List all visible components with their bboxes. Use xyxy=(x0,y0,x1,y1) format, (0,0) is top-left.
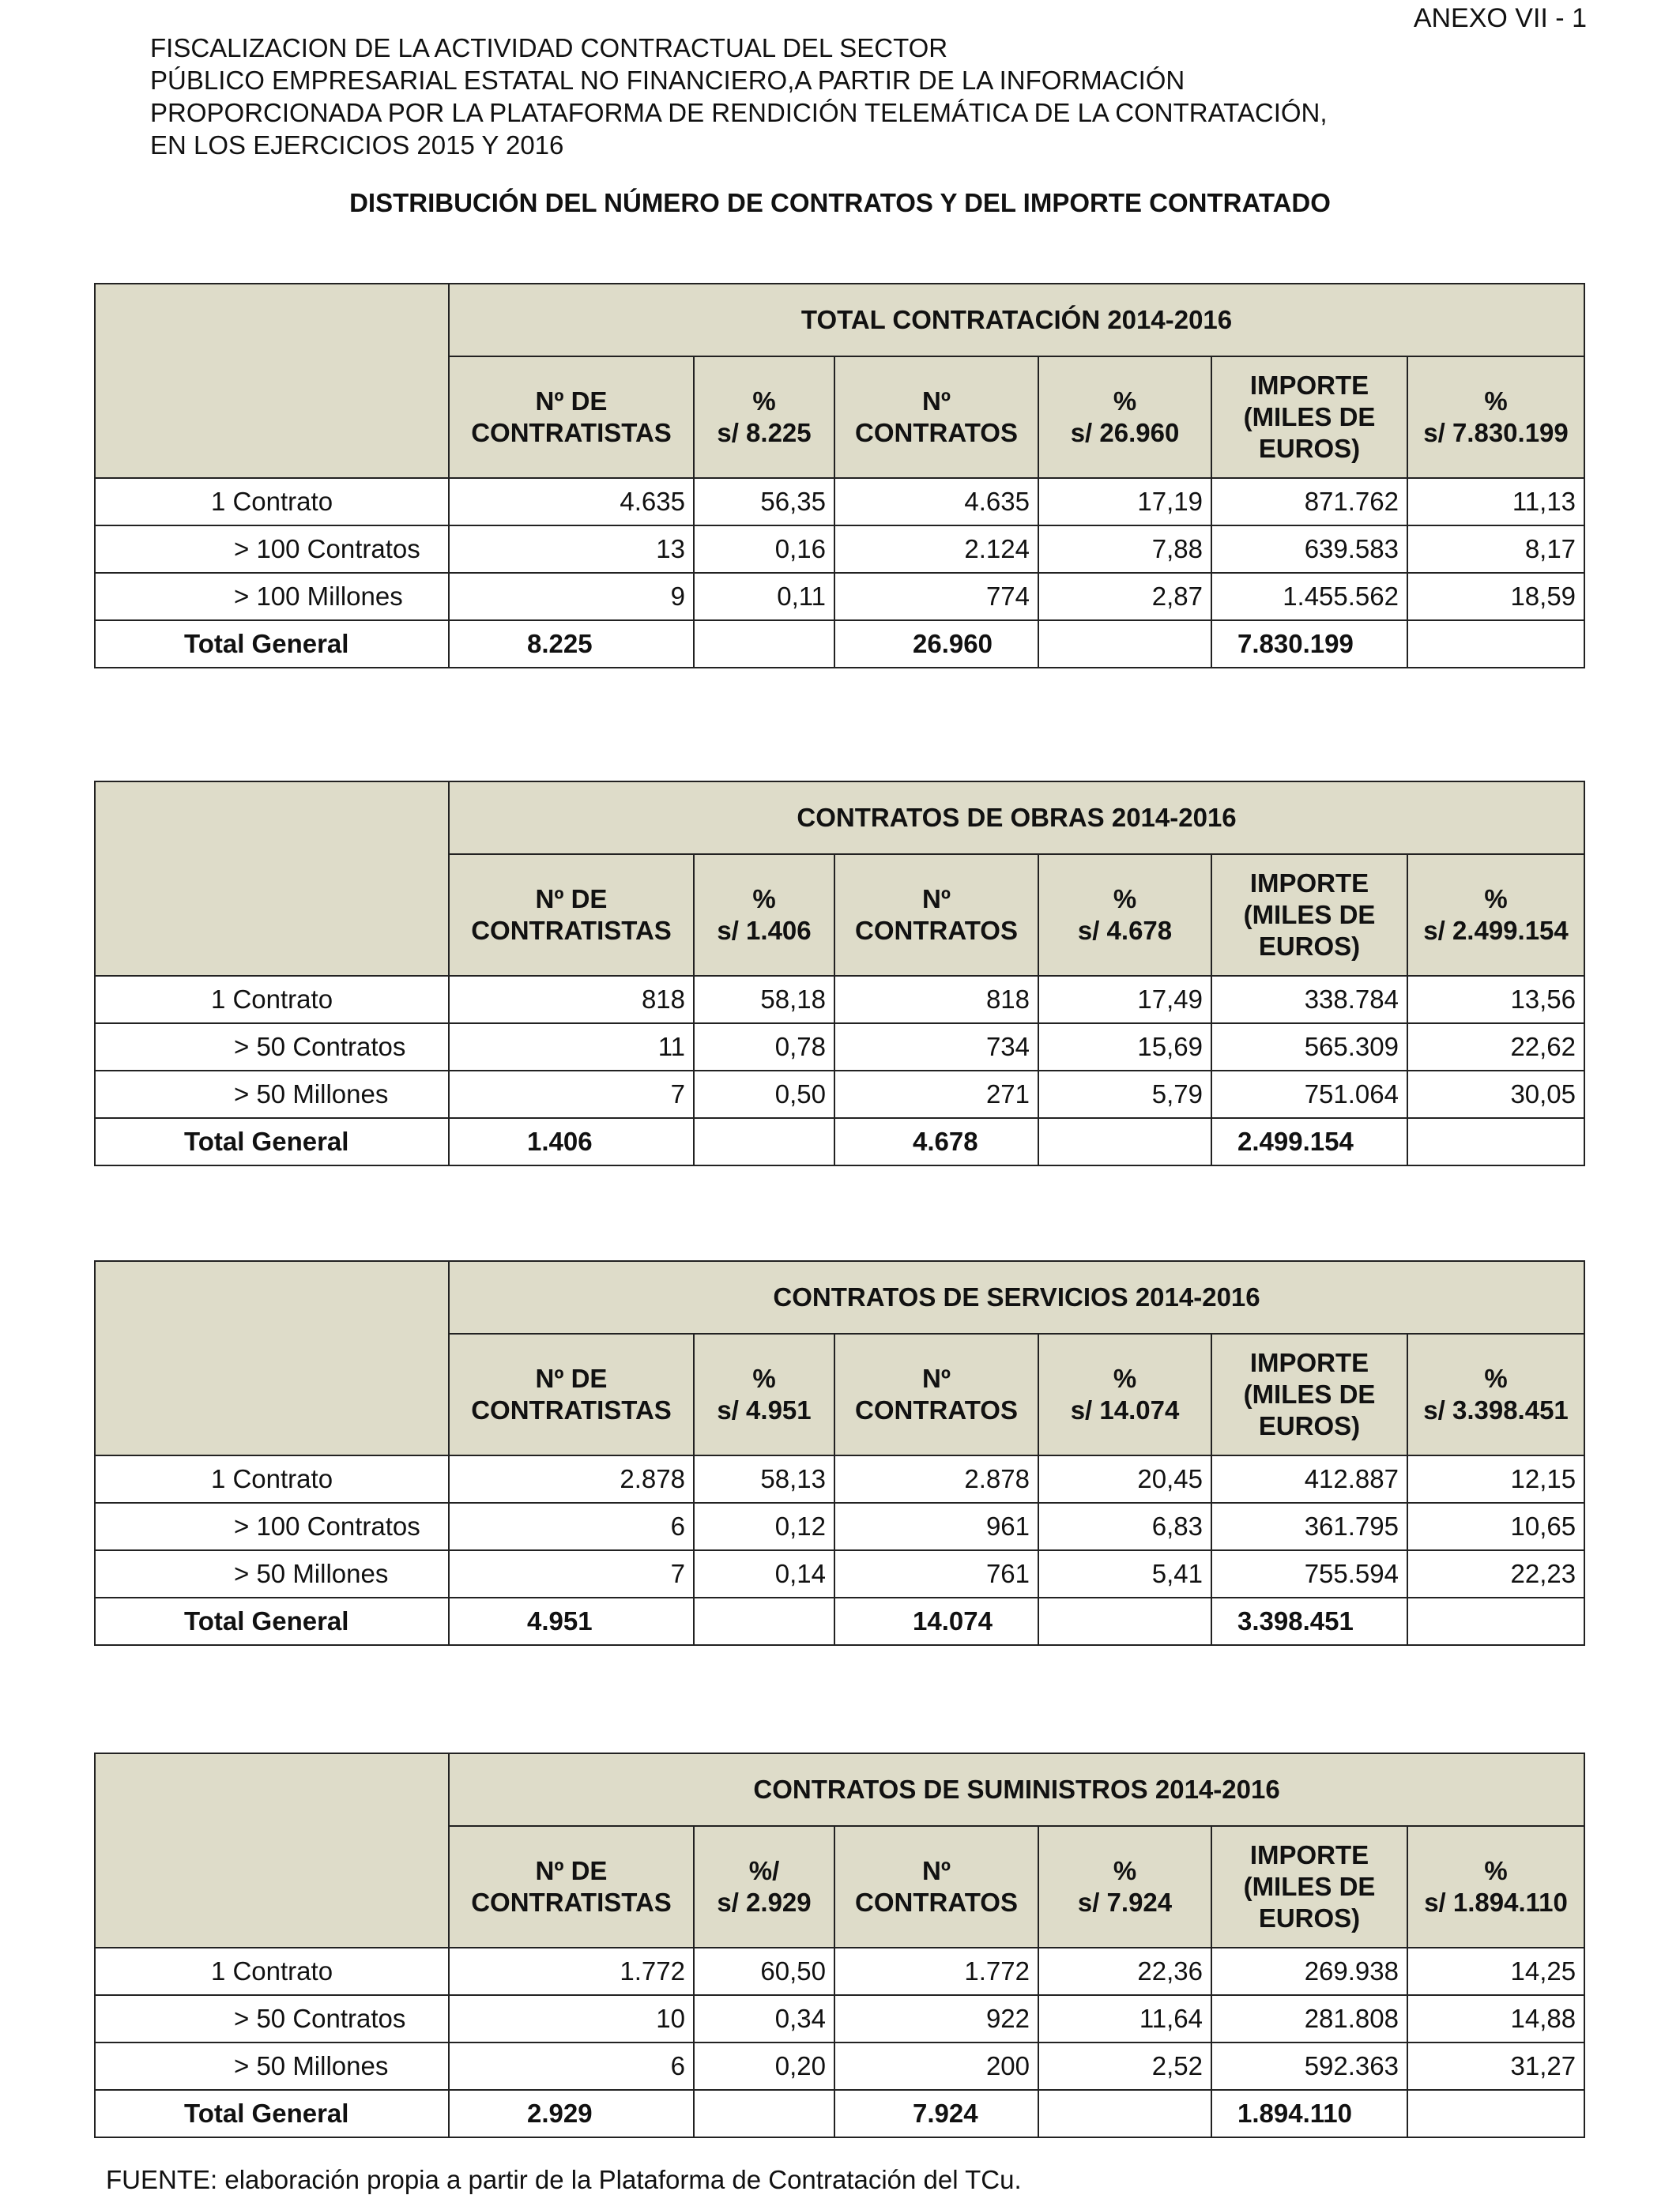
column-header-line: s/ 1.406 xyxy=(717,916,812,945)
table-row xyxy=(95,1071,1584,1118)
total-cell: 1.406 xyxy=(449,1118,694,1165)
row-label: 1 Contrato xyxy=(95,1455,449,1503)
table-cell: 0,78 xyxy=(694,1023,834,1071)
column-header-line: EUROS) xyxy=(1258,434,1361,463)
table-title: CONTRATOS DE SERVICIOS 2014-2016 xyxy=(449,1261,1584,1334)
table-row xyxy=(95,2043,1584,2090)
column-header-line: (MILES DE xyxy=(1243,1380,1376,1409)
column-header-line: (MILES DE xyxy=(1243,402,1376,431)
header-line: FISCALIZACION DE LA ACTIVIDAD CONTRACTUAL DEL SECTOR xyxy=(150,33,948,62)
column-header xyxy=(1038,1334,1211,1455)
source-note: FUENTE: elaboración propia a partir de la Plataforma de Contratación del TCu. xyxy=(106,2165,1022,2194)
column-header-line: Nº DE xyxy=(535,1856,608,1885)
table-cell: 14,88 xyxy=(1407,1995,1584,2043)
column-header xyxy=(1407,1334,1584,1455)
table-row xyxy=(95,1550,1584,1598)
column-header-line: Nº xyxy=(922,1856,951,1885)
column-header-line: CONTRATISTAS xyxy=(471,418,672,447)
header-blank-cell xyxy=(95,1753,449,1948)
table-cell: 1.455.562 xyxy=(1211,573,1407,620)
table-cell: 58,13 xyxy=(694,1455,834,1503)
column-header-line: % xyxy=(1484,386,1508,416)
column-header-line: Nº xyxy=(922,1364,951,1393)
table-cell: 18,59 xyxy=(1407,573,1584,620)
row-label: > 50 Millones xyxy=(95,1550,449,1598)
total-cell: 2.929 xyxy=(449,2090,694,2137)
table-cell: 1.772 xyxy=(834,1948,1038,1995)
table-cell: 0,14 xyxy=(694,1550,834,1598)
total-cell: 1.894.110 xyxy=(1211,2090,1407,2137)
total-cell: 7.830.199 xyxy=(1211,620,1407,668)
table-cell: 338.784 xyxy=(1211,976,1407,1023)
column-header xyxy=(834,356,1038,478)
column-header xyxy=(1038,854,1211,976)
column-header xyxy=(449,356,694,478)
table-cell: 4.635 xyxy=(449,478,694,525)
distribution-table xyxy=(94,781,1585,1166)
column-header-line: IMPORTE xyxy=(1249,1348,1369,1377)
header-line: PÚBLICO EMPRESARIAL ESTATAL NO FINANCIERO,A PARTIR DE LA INFORMACIÓN xyxy=(150,66,1185,95)
total-label: Total General xyxy=(95,2090,449,2137)
table-cell: 30,05 xyxy=(1407,1071,1584,1118)
row-label: > 50 Contratos xyxy=(95,1023,449,1071)
distribution-table xyxy=(94,283,1585,668)
row-label: > 100 Millones xyxy=(95,573,449,620)
table-cell: 5,79 xyxy=(1038,1071,1211,1118)
column-header xyxy=(1211,1334,1407,1455)
table-cell: 22,36 xyxy=(1038,1948,1211,1995)
column-header-line: %/ xyxy=(748,1856,780,1885)
table-cell: 58,18 xyxy=(694,976,834,1023)
column-header-line: s/ 4.951 xyxy=(717,1395,812,1425)
column-header-line: CONTRATISTAS xyxy=(471,1888,672,1917)
column-header-line: % xyxy=(752,1364,776,1393)
column-header-line: CONTRATOS xyxy=(855,418,1018,447)
column-header-line: % xyxy=(1484,1364,1508,1393)
annex-label: ANEXO VII - 1 xyxy=(1413,3,1587,33)
table-cell: 22,23 xyxy=(1407,1550,1584,1598)
header-blank-cell xyxy=(95,781,449,976)
row-label: 1 Contrato xyxy=(95,976,449,1023)
table-row xyxy=(95,976,1584,1023)
table-cell: 2,87 xyxy=(1038,573,1211,620)
document-header xyxy=(150,32,1328,161)
column-header xyxy=(449,854,694,976)
total-cell xyxy=(1038,620,1211,668)
total-cell: 4.951 xyxy=(449,1598,694,1645)
table-cell: 2,52 xyxy=(1038,2043,1211,2090)
total-row xyxy=(95,1598,1584,1645)
table-cell: 56,35 xyxy=(694,478,834,525)
column-header xyxy=(1211,356,1407,478)
table-cell: 922 xyxy=(834,1995,1038,2043)
column-header xyxy=(694,1826,834,1948)
total-row xyxy=(95,620,1584,668)
column-header-line: s/ 3.398.451 xyxy=(1423,1395,1569,1425)
column-header-line: s/ 4.678 xyxy=(1077,916,1173,945)
column-header xyxy=(834,1334,1038,1455)
total-cell xyxy=(1407,1598,1584,1645)
table-cell: 961 xyxy=(834,1503,1038,1550)
column-header-line: CONTRATOS xyxy=(855,916,1018,945)
column-header-line: EUROS) xyxy=(1258,1903,1361,1933)
column-header xyxy=(449,1826,694,1948)
column-header xyxy=(1407,356,1584,478)
column-header xyxy=(694,356,834,478)
table-cell: 565.309 xyxy=(1211,1023,1407,1071)
table-cell: 271 xyxy=(834,1071,1038,1118)
column-header-line: Nº xyxy=(922,884,951,913)
table-cell: 10 xyxy=(449,1995,694,2043)
table-cell: 0,16 xyxy=(694,525,834,573)
table-row xyxy=(95,573,1584,620)
column-header-line: Nº xyxy=(922,386,951,416)
total-label: Total General xyxy=(95,1598,449,1645)
column-header-line: IMPORTE xyxy=(1249,371,1369,400)
column-header-line: % xyxy=(752,884,776,913)
table-cell: 17,19 xyxy=(1038,478,1211,525)
column-header-line: CONTRATOS xyxy=(855,1888,1018,1917)
table-cell: 6 xyxy=(449,1503,694,1550)
table-row xyxy=(95,525,1584,573)
total-row xyxy=(95,2090,1584,2137)
table-cell: 751.064 xyxy=(1211,1071,1407,1118)
table-cell: 592.363 xyxy=(1211,2043,1407,2090)
table-cell: 734 xyxy=(834,1023,1038,1071)
column-header-line: s/ 7.830.199 xyxy=(1423,418,1569,447)
total-cell: 8.225 xyxy=(449,620,694,668)
row-label: > 100 Contratos xyxy=(95,525,449,573)
total-cell: 3.398.451 xyxy=(1211,1598,1407,1645)
table-cell: 11,64 xyxy=(1038,1995,1211,2043)
total-cell: 2.499.154 xyxy=(1211,1118,1407,1165)
table-cell: 5,41 xyxy=(1038,1550,1211,1598)
table-cell: 639.583 xyxy=(1211,525,1407,573)
column-header xyxy=(1407,854,1584,976)
column-header-line: s/ 7.924 xyxy=(1077,1888,1173,1917)
column-header xyxy=(834,1826,1038,1948)
table-cell: 6,83 xyxy=(1038,1503,1211,1550)
table-cell: 60,50 xyxy=(694,1948,834,1995)
total-cell xyxy=(694,620,834,668)
header-line: PROPORCIONADA POR LA PLATAFORMA DE RENDICIÓN TELEMÁTICA DE LA CONTRATACIÓN, xyxy=(150,98,1328,127)
table-row xyxy=(95,1995,1584,2043)
column-header-line: EUROS) xyxy=(1258,932,1361,961)
table-cell: 2.878 xyxy=(449,1455,694,1503)
column-header-line: CONTRATOS xyxy=(855,1395,1018,1425)
column-header xyxy=(449,1334,694,1455)
table-cell: 361.795 xyxy=(1211,1503,1407,1550)
table-cell: 14,25 xyxy=(1407,1948,1584,1995)
distribution-table xyxy=(94,1260,1585,1646)
table-title: TOTAL CONTRATACIÓN 2014-2016 xyxy=(449,284,1584,356)
total-cell xyxy=(1038,1118,1211,1165)
table-cell: 0,12 xyxy=(694,1503,834,1550)
column-header xyxy=(1211,854,1407,976)
table-cell: 412.887 xyxy=(1211,1455,1407,1503)
table-cell: 755.594 xyxy=(1211,1550,1407,1598)
column-header-line: Nº DE xyxy=(535,1364,608,1393)
column-header xyxy=(1407,1826,1584,1948)
column-header xyxy=(694,1334,834,1455)
table-cell: 11 xyxy=(449,1023,694,1071)
table-cell: 13 xyxy=(449,525,694,573)
table-cell: 9 xyxy=(449,573,694,620)
row-label: > 100 Contratos xyxy=(95,1503,449,1550)
table-cell: 269.938 xyxy=(1211,1948,1407,1995)
header-blank-cell xyxy=(95,1261,449,1455)
main-title: DISTRIBUCIÓN DEL NÚMERO DE CONTRATOS Y DEL IMPORTE CONTRATADO xyxy=(349,188,1331,217)
table-cell: 281.808 xyxy=(1211,1995,1407,2043)
table-cell: 200 xyxy=(834,2043,1038,2090)
column-header-line: s/ 26.960 xyxy=(1070,418,1180,447)
column-header-line: s/ 2.499.154 xyxy=(1423,916,1569,945)
total-cell xyxy=(694,2090,834,2137)
column-header-line: IMPORTE xyxy=(1249,868,1369,898)
total-label: Total General xyxy=(95,1118,449,1165)
table-cell: 0,20 xyxy=(694,2043,834,2090)
column-header-line: % xyxy=(1113,386,1137,416)
table-cell: 6 xyxy=(449,2043,694,2090)
table-cell: 761 xyxy=(834,1550,1038,1598)
table-cell: 11,13 xyxy=(1407,478,1584,525)
total-cell xyxy=(1407,1118,1584,1165)
table-cell: 17,49 xyxy=(1038,976,1211,1023)
table-cell: 0,34 xyxy=(694,1995,834,2043)
column-header-line: Nº DE xyxy=(535,386,608,416)
column-header-line: CONTRATISTAS xyxy=(471,916,672,945)
row-label: > 50 Contratos xyxy=(95,1995,449,2043)
table-cell: 818 xyxy=(834,976,1038,1023)
column-header-line: (MILES DE xyxy=(1243,900,1376,929)
table-cell: 871.762 xyxy=(1211,478,1407,525)
table-cell: 10,65 xyxy=(1407,1503,1584,1550)
column-header xyxy=(694,854,834,976)
column-header-line: % xyxy=(1113,1856,1137,1885)
table-cell: 15,69 xyxy=(1038,1023,1211,1071)
table-cell: 2.878 xyxy=(834,1455,1038,1503)
table-row xyxy=(95,1023,1584,1071)
column-header-line: IMPORTE xyxy=(1249,1840,1369,1869)
row-label: > 50 Millones xyxy=(95,1071,449,1118)
row-label: > 50 Millones xyxy=(95,2043,449,2090)
total-cell xyxy=(1407,2090,1584,2137)
column-header-line: % xyxy=(1484,1856,1508,1885)
table-cell: 7 xyxy=(449,1550,694,1598)
table-title: CONTRATOS DE OBRAS 2014-2016 xyxy=(449,781,1584,854)
total-cell: 4.678 xyxy=(834,1118,1038,1165)
total-cell xyxy=(694,1118,834,1165)
column-header-line: s/ 8.225 xyxy=(717,418,812,447)
total-cell xyxy=(1038,1598,1211,1645)
column-header-line: CONTRATISTAS xyxy=(471,1395,672,1425)
table-cell: 0,11 xyxy=(694,573,834,620)
column-header xyxy=(1038,1826,1211,1948)
row-label: 1 Contrato xyxy=(95,478,449,525)
column-header xyxy=(1038,356,1211,478)
header-blank-cell xyxy=(95,284,449,478)
table-cell: 12,15 xyxy=(1407,1455,1584,1503)
column-header-line: s/ 14.074 xyxy=(1070,1395,1180,1425)
total-cell: 7.924 xyxy=(834,2090,1038,2137)
table-cell: 8,17 xyxy=(1407,525,1584,573)
table-row xyxy=(95,1455,1584,1503)
column-header-line: % xyxy=(1113,1364,1137,1393)
table-cell: 2.124 xyxy=(834,525,1038,573)
table-cell: 13,56 xyxy=(1407,976,1584,1023)
total-label: Total General xyxy=(95,620,449,668)
row-label: 1 Contrato xyxy=(95,1948,449,1995)
table-cell: 7,88 xyxy=(1038,525,1211,573)
column-header-line: EUROS) xyxy=(1258,1411,1361,1440)
table-cell: 22,62 xyxy=(1407,1023,1584,1071)
table-cell: 818 xyxy=(449,976,694,1023)
column-header-line: % xyxy=(1113,884,1137,913)
table-cell: 4.635 xyxy=(834,478,1038,525)
table-cell: 31,27 xyxy=(1407,2043,1584,2090)
column-header-line: s/ 2.929 xyxy=(717,1888,812,1917)
column-header-line: % xyxy=(752,386,776,416)
column-header-line: (MILES DE xyxy=(1243,1872,1376,1901)
column-header-line: Nº DE xyxy=(535,884,608,913)
total-cell: 14.074 xyxy=(834,1598,1038,1645)
table-cell: 7 xyxy=(449,1071,694,1118)
column-header-line: % xyxy=(1484,884,1508,913)
total-cell xyxy=(694,1598,834,1645)
table-cell: 774 xyxy=(834,573,1038,620)
table-row xyxy=(95,1503,1584,1550)
table-row xyxy=(95,1948,1584,1995)
column-header xyxy=(1211,1826,1407,1948)
column-header-line: s/ 1.894.110 xyxy=(1424,1888,1568,1917)
table-cell: 0,50 xyxy=(694,1071,834,1118)
total-row xyxy=(95,1118,1584,1165)
table-cell: 1.772 xyxy=(449,1948,694,1995)
table-cell: 20,45 xyxy=(1038,1455,1211,1503)
distribution-table xyxy=(94,1753,1585,2138)
header-line: EN LOS EJERCICIOS 2015 Y 2016 xyxy=(150,130,564,160)
table-title: CONTRATOS DE SUMINISTROS 2014-2016 xyxy=(449,1753,1584,1826)
table-row xyxy=(95,478,1584,525)
total-cell xyxy=(1407,620,1584,668)
total-cell xyxy=(1038,2090,1211,2137)
total-cell: 26.960 xyxy=(834,620,1038,668)
column-header xyxy=(834,854,1038,976)
